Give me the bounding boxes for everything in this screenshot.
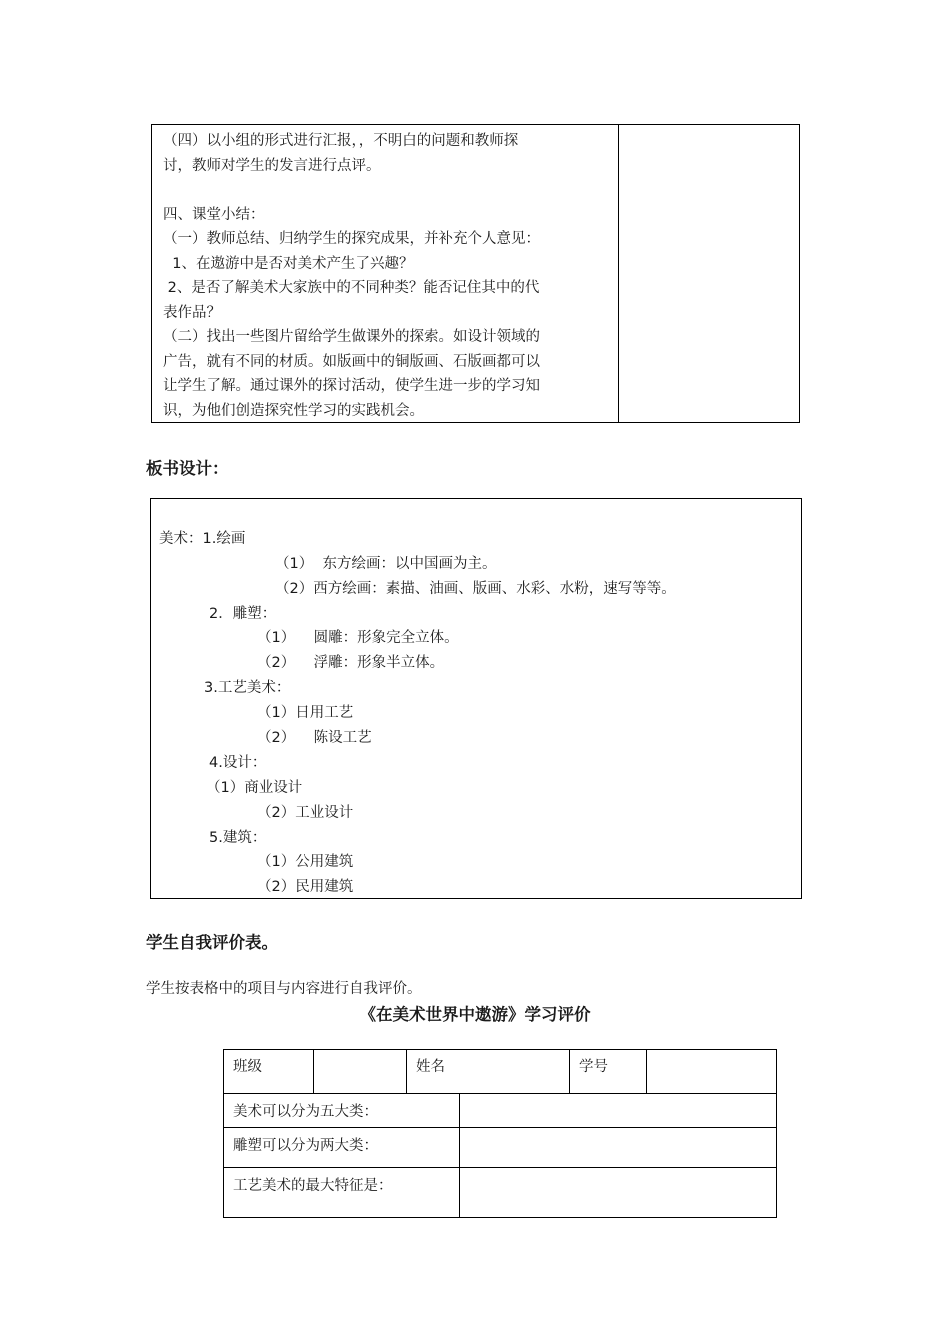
col-divider bbox=[569, 1050, 570, 1093]
board-line: （2） 浮雕：形象半立体。 bbox=[257, 655, 445, 671]
lesson-line: （一）教师总结、归纳学生的探究成果，并补充个人意见： bbox=[163, 231, 540, 247]
lesson-line: （四）以小组的形式进行汇报，，不明白的问题和教师探 bbox=[163, 133, 519, 149]
board-line: （2）工业设计 bbox=[257, 805, 354, 821]
table-column-divider bbox=[618, 125, 619, 422]
board-line: 3.工艺美术： bbox=[204, 680, 291, 696]
board-design-box bbox=[150, 498, 802, 899]
self-eval-heading: 学生自我评价表。 bbox=[146, 933, 278, 952]
board-line: 2．雕塑： bbox=[209, 606, 277, 622]
eval-row-label: 工艺美术的最大特征是： bbox=[233, 1178, 393, 1194]
board-line: （2）西方绘画：素描、油画、版画、水彩、水粉，速写等等。 bbox=[275, 581, 676, 597]
class-label: 班级 bbox=[233, 1059, 262, 1075]
eval-table-title: 《在美术世界中遨游》学习评价 bbox=[359, 1005, 591, 1024]
lesson-line: 广告，就有不同的材质。如版画中的铜版画、石版画都可以 bbox=[163, 353, 540, 370]
lesson-line: 四、课堂小结： bbox=[163, 206, 265, 223]
lesson-line: （二）找出一些图片留给学生做课外的探索。如设计领域的 bbox=[163, 329, 540, 345]
row-divider bbox=[224, 1167, 776, 1168]
col-divider bbox=[646, 1050, 647, 1093]
col-divider bbox=[313, 1050, 314, 1093]
student-no-label: 学号 bbox=[579, 1059, 608, 1075]
col-divider bbox=[459, 1093, 460, 1217]
row-divider bbox=[224, 1093, 776, 1094]
lesson-line bbox=[163, 178, 615, 203]
lesson-table bbox=[151, 124, 800, 423]
board-line: 5.建筑： bbox=[209, 830, 267, 846]
board-line: （1） 圆雕：形象完全立体。 bbox=[257, 630, 459, 646]
board-line: （2） 陈设工艺 bbox=[257, 730, 372, 746]
board-line: （1）日用工艺 bbox=[257, 705, 354, 721]
lesson-line: 让学生了解。通过课外的探讨活动，使学生进一步的学习知 bbox=[163, 378, 540, 394]
lesson-line: 表作品？ bbox=[163, 304, 221, 321]
evaluation-table bbox=[223, 1049, 777, 1218]
name-label: 姓名 bbox=[416, 1059, 445, 1075]
lesson-line: 识，为他们创造探究性学习的实践机会。 bbox=[163, 402, 424, 419]
lesson-text bbox=[163, 129, 615, 423]
self-eval-instruction: 学生按表格中的项目与内容进行自我评价。 bbox=[146, 981, 422, 997]
lesson-line: 2、是否了解美术大家族中的不同种类？能否记住其中的代 bbox=[163, 280, 540, 296]
board-line: （1） 东方绘画：以中国画为主。 bbox=[275, 556, 497, 572]
board-line: （1）商业设计 bbox=[206, 780, 303, 796]
board-line: （2）民用建筑 bbox=[257, 879, 354, 895]
board-line: 美术：1.绘画 bbox=[159, 531, 246, 547]
eval-row-label: 美术可以分为五大类： bbox=[233, 1104, 378, 1120]
row-divider bbox=[224, 1127, 776, 1128]
board-line: （1）公用建筑 bbox=[257, 854, 354, 870]
board-line: 4.设计： bbox=[209, 755, 267, 771]
lesson-line: 1、在遨游中是否对美术产生了兴趣？ bbox=[163, 255, 414, 272]
lesson-line: 讨，教师对学生的发言进行点评。 bbox=[163, 157, 381, 174]
eval-row-label: 雕塑可以分为两大类： bbox=[233, 1138, 378, 1154]
board-design-heading: 板书设计： bbox=[146, 459, 229, 478]
col-divider bbox=[406, 1050, 407, 1093]
